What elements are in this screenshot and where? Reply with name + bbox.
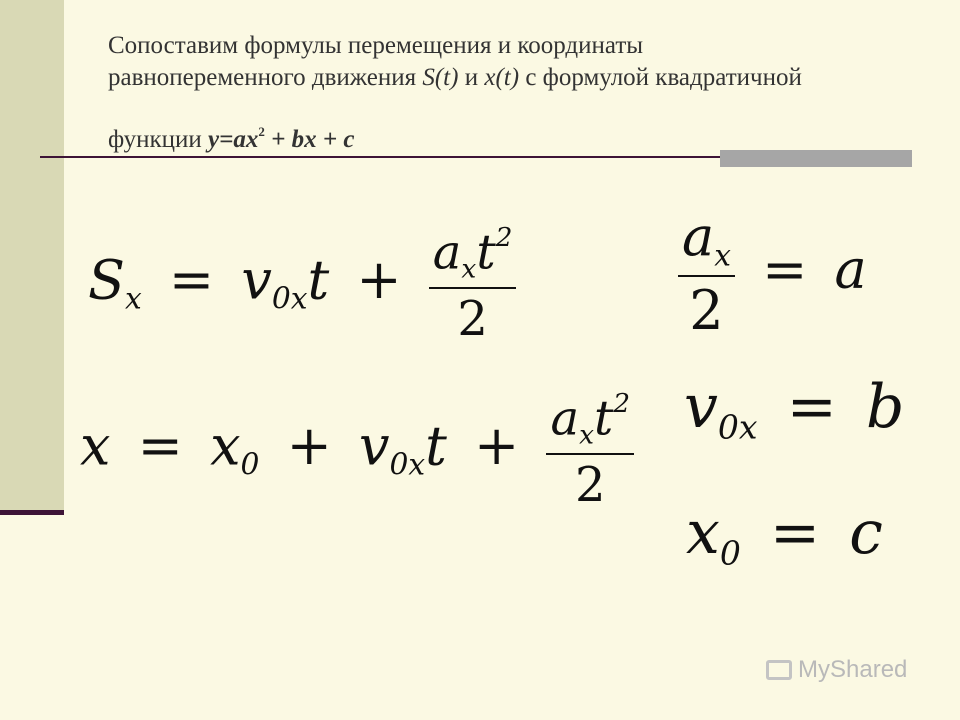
title-line-3: функции $y=ax^2$ + bx + c [108,124,355,153]
coefficient-c-formula: $x_0 = c$ [686,498,883,573]
coordinate-formula: $x = x_0 + v_{0x}t$ + $\frac{a_xt^2}{2}$ [80,388,634,513]
slide-title [108,30,928,156]
presentation-icon [766,660,792,680]
watermark: MyShared [766,656,907,684]
left-decor-line [0,510,64,515]
fraction: $\frac{a_xt^2}{2}$ [429,222,517,347]
fraction: $\frac{a_x}{2}$ [678,205,735,342]
title-line-1: Сопоставим формулы перемещения и координаты [108,32,644,59]
coefficient-b-formula: $v_{0x} = b$ [684,372,905,447]
title-line-2: равнопеременного движения S(t) и x(t) с формулой квадратичной [108,64,802,91]
coefficient-a-formula: $\frac{a_x}{2}$ = a [678,205,867,342]
left-decor-bar [0,0,64,512]
title-divider-accent [720,150,912,167]
displacement-formula: $S_x = v_{0x}t$ + $\frac{a_xt^2}{2}$ [88,222,516,347]
fraction: $\frac{a_xt^2}{2}$ [546,388,634,513]
